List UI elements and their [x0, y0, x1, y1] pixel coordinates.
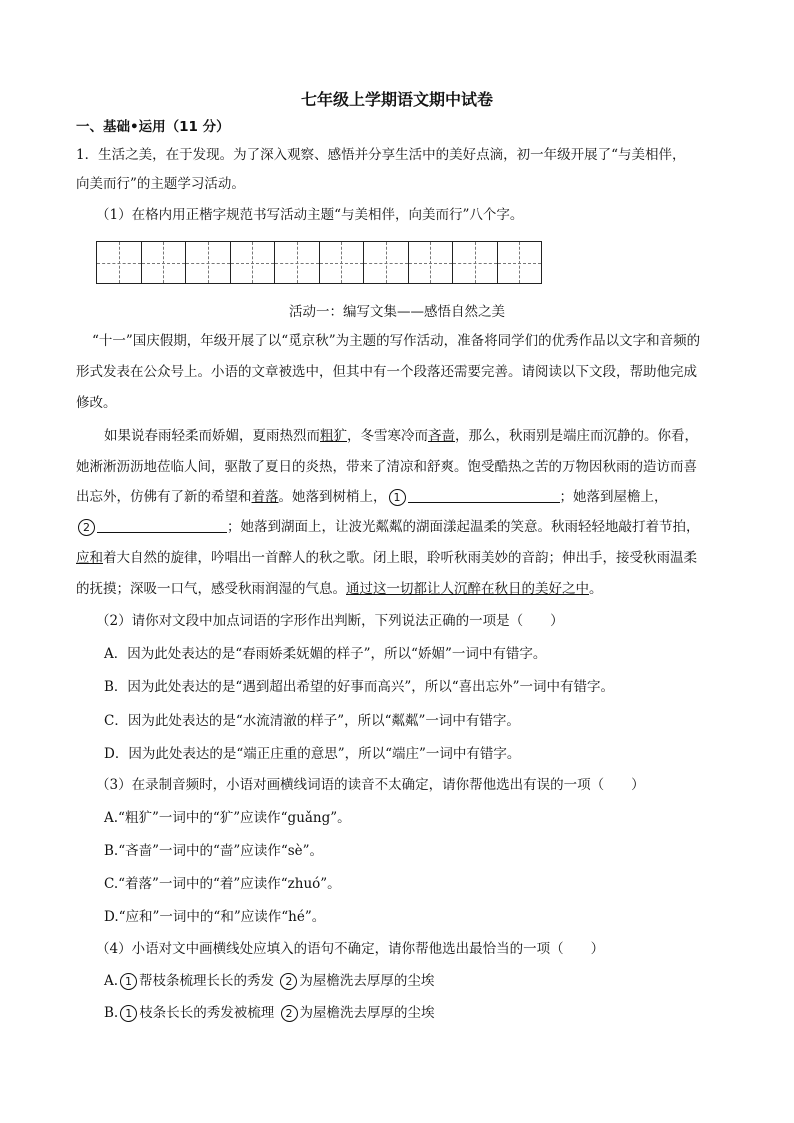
option-letter: A. [104, 973, 119, 989]
grid-cell[interactable] [97, 242, 142, 283]
sub-question-1: （1）在格内用正楷字规范书写活动主题“与美相伴，向美而行”八个字。 [96, 207, 524, 223]
passage-line-6 [76, 579, 603, 599]
text: 。她落到树梢上， [278, 489, 387, 505]
text: 为屋檐洗去厚厚的尘埃 [299, 1005, 435, 1021]
sub-question-2: （2）请你对文段中加点词语的字形作出判断，下列说法正确的一项是（ ） [96, 613, 564, 629]
text: 。 [589, 581, 603, 597]
grid-cell[interactable] [186, 242, 231, 283]
sub3-option-c[interactable]: C.“着落”一词中的“着”应读作“zhuó”。 [104, 876, 341, 892]
sub3-option-a[interactable]: A.“粗犷”一词中的“犷”应读作“guǎng”。 [104, 810, 351, 826]
grid-cell[interactable] [320, 242, 365, 283]
grid-cell[interactable] [498, 242, 542, 283]
sub-question-4: （4）小语对文中画横线处应填入的语句不确定，请你帮他选出最恰当的一项（ ） [96, 941, 605, 957]
intro-line-2: 形式发表在公众号上。小语的文章被选中，但其中有一个段落还需要完善。请阅读以下文段，帮助他完成 [76, 364, 697, 380]
text: ；她落到屋檐上， [559, 489, 668, 505]
q1-text-1: 1．生活之美，在于发现。为了深入观察、感悟并分享生活中的美好点滴，初一年级开展了“与美相伴， [76, 147, 686, 163]
text: 的抚摸；深吸一口气，感受秋雨润湿的气息。 [76, 581, 346, 597]
fill-blank-2[interactable] [97, 518, 227, 533]
underlined-word: 着落 [251, 489, 279, 505]
text: ，那么，秋雨别是端庄而沉静的。你看， [455, 428, 698, 444]
underlined-word: 粗犷 [320, 428, 347, 444]
text: ；她落到湖面上，让波光粼粼的湖面漾起温柔的笑意。秋雨轻轻地敲打着节拍， [227, 519, 700, 535]
text: 着大自然的旋律，吟唱出一首醉人的秋之歌。闭上眼，聆听秋雨美妙的音韵；伸出手，接受秋雨温柔 [103, 550, 697, 566]
sub-question-3: （3）在录制音频时，小语对画横线词语的读音不太确定，请你帮他选出有误的一项（ ） [96, 777, 645, 793]
writing-grid[interactable] [96, 241, 542, 284]
question-1-line-2: 向美而行”的主题学习活动。 [76, 176, 245, 192]
text: 枝条长长的秀发被梳理 [139, 1005, 275, 1021]
text: 为屋檐洗去厚厚的尘埃 [299, 973, 435, 989]
passage-line-2: 她淅淅沥沥地莅临人间，驱散了夏日的炎热，带来了清凉和舒爽。饱受酷热之苦的万物因秋雨的造访而喜 [76, 459, 697, 475]
activity-heading: 活动一：编写文集——感悟自然之美 [289, 304, 505, 320]
underlined-word: 吝啬 [428, 428, 455, 444]
circled-number-2: 2 [281, 1005, 298, 1022]
passage-line-3 [76, 487, 668, 507]
sub2-option-a[interactable]: A．因为此处表达的是“春雨娇柔妩媚的样子”，所以“娇媚”一词中有错字。 [104, 646, 547, 662]
exam-title: 七年级上学期语文期中试卷 [300, 90, 493, 109]
question-1-line-1 [76, 145, 686, 165]
text: 帮枝条梳理长长的秀发 [139, 973, 275, 989]
grid-cell[interactable] [142, 242, 187, 283]
sub3-option-b[interactable]: B.“吝啬”一词中的“啬”应读作“sè”。 [104, 843, 324, 859]
sub2-option-c[interactable]: C．因为此处表达的是“水流清澈的样子”，所以“粼粼”一词中有错字。 [104, 713, 520, 729]
circled-number-1: 1 [120, 1005, 137, 1022]
passage-line-4 [76, 517, 700, 537]
grid-cell[interactable] [409, 242, 454, 283]
text: 如果说春雨轻柔而娇媚，夏雨热烈而 [104, 428, 320, 444]
grid-cell[interactable] [275, 242, 320, 283]
sub4-option-a[interactable] [104, 971, 434, 991]
circled-number-2: 2 [280, 973, 297, 990]
sub2-option-d[interactable]: D．因为此处表达的是“端正庄重的意思”，所以“端庄”一词中有错字。 [104, 746, 521, 762]
circled-number-2: 2 [78, 519, 95, 536]
fill-blank-1[interactable] [408, 488, 560, 503]
underlined-word: 应和 [76, 550, 103, 566]
sub3-option-d[interactable]: D.“应和”一词中的“和”应读作“hé”。 [104, 909, 326, 925]
intro-line-1: “十一”国庆假期，年级开展了以“觅京秋”为主题的写作活动，准备将同学们的优秀作品以文字和音频的 [92, 333, 701, 349]
text: ，冬雪寒冷而 [347, 428, 428, 444]
sub2-option-b[interactable]: B．因为此处表达的是“遇到超出希望的好事而高兴”，所以“喜出忘外”一词中有错字。 [104, 679, 615, 695]
passage-line-5 [76, 548, 697, 568]
grid-cell[interactable] [231, 242, 276, 283]
option-letter: B. [104, 1005, 119, 1021]
circled-number-1: 1 [120, 973, 137, 990]
underlined-sentence: 通过这一切都让人沉醉在秋日的美好之中 [346, 581, 589, 597]
circled-number-1: 1 [389, 489, 406, 506]
intro-line-3: 修改。 [76, 395, 117, 411]
grid-cell[interactable] [453, 242, 498, 283]
sub4-option-b[interactable] [104, 1003, 435, 1023]
text: 出忘外，仿佛有了新的希望和 [76, 489, 252, 505]
grid-cell[interactable] [364, 242, 409, 283]
section-heading: 一、基础•运用（11 分） [76, 119, 230, 135]
passage-line-1 [104, 426, 698, 446]
